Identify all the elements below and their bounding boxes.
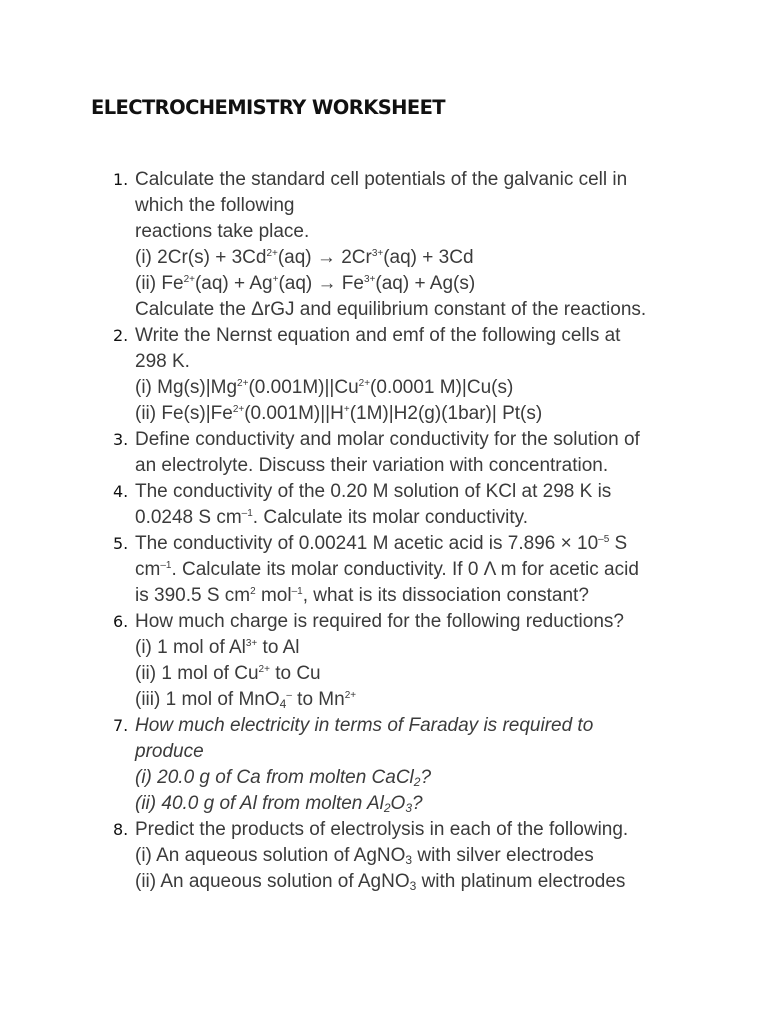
question-line: (ii) An aqueous solution of AgNO$_3$ with platinum electrodes xyxy=(135,871,626,893)
question-line: 0.0248 S $cm^{-1}$. Calculate its molar conductivity. xyxy=(135,507,529,528)
question-line: (ii) $Fe(s)|Fe^{2+}(0.001M)||H^+(1M)|H2(g)(1bar)|$ Pt(s) xyxy=(135,403,543,424)
question-line: (i) $2Cr(s) + 3Cd^{2+}(aq) \to 2Cr^{3+}(aq) + 3Cd$ xyxy=(135,247,474,268)
superscript: –1 xyxy=(241,508,253,519)
question-line: Calculate the ΔrGJ and equilibrium constant of the reactions. xyxy=(135,299,647,320)
superscript: 2+ xyxy=(183,274,195,285)
question-line: (ii) 40.0 g of Al from molten $Al_2O_3$? xyxy=(135,793,423,815)
question-list xyxy=(0,167,768,895)
question-line: (i) An aqueous solution of AgNO$_3$ with silver electrodes xyxy=(135,845,594,867)
subscript: 3 xyxy=(405,801,413,815)
question-line: (i) 1 mol of $Al^{3+}$ to Al xyxy=(135,637,300,658)
question-number: 3. xyxy=(113,430,129,449)
question-item xyxy=(0,427,768,479)
question-item xyxy=(0,609,768,713)
subscript: 3 xyxy=(409,879,417,893)
subscript: 2 xyxy=(413,775,421,789)
superscript: + xyxy=(272,274,279,285)
question-line: (iii) 1 mol of MnO$_4$– to $Mn^{2+}$ xyxy=(135,689,357,711)
question-line: is 390.5 S $cm^2$ mol$^{-1}$, what is its dissociation constant? xyxy=(135,585,589,606)
question-line: Define conductivity and molar conductivity for the solution of xyxy=(135,429,640,450)
superscript: 2 xyxy=(250,586,256,597)
subscript: 4 xyxy=(279,697,287,711)
question-item xyxy=(0,713,768,817)
question-number: 8. xyxy=(113,820,129,839)
question-line: The conductivity of 0.00241 M acetic acid is $7.896 \times 10^{-5}$ S xyxy=(135,533,628,554)
worksheet-title: ELECTROCHEMISTRY WORKSHEET xyxy=(91,96,446,119)
question-line: 298 K. xyxy=(135,351,190,372)
question-line: (i) $Mg(s)|Mg^{2+}(0.001M)||Cu^{2+}(0.0001$ M)|Cu(s) xyxy=(135,377,514,398)
superscript: 2+ xyxy=(358,378,371,389)
superscript: 2+ xyxy=(232,404,245,415)
question-number: 2. xyxy=(113,326,129,345)
superscript: 2+ xyxy=(258,664,270,675)
question-item xyxy=(0,167,768,323)
superscript: 3+ xyxy=(371,248,384,259)
question-item xyxy=(0,817,768,895)
question-line: $cm^{-1}$. Calculate its molar conductivity. If 0 Λ m for acetic acid xyxy=(135,559,639,580)
question-line: which the following xyxy=(135,195,295,216)
superscript: –1 xyxy=(160,560,172,571)
question-number: 5. xyxy=(113,534,129,553)
subscript: 3 xyxy=(405,853,413,867)
superscript: 2+ xyxy=(237,378,249,389)
question-number: 7. xyxy=(113,716,129,735)
superscript: 3+ xyxy=(363,274,376,285)
superscript: 2+ xyxy=(266,248,278,259)
superscript: + xyxy=(343,404,350,415)
question-number: 1. xyxy=(113,170,129,189)
question-number: 6. xyxy=(113,612,129,631)
question-line: Calculate the standard cell potentials of the galvanic cell in xyxy=(135,169,628,190)
subscript: 2 xyxy=(383,801,391,815)
superscript: 2+ xyxy=(344,690,357,701)
question-line: Write the Nernst equation and emf of the following cells at xyxy=(135,325,621,346)
question-line: Predict the products of electrolysis in each of the following. xyxy=(135,819,629,840)
question-line: (i) 20.0 g of Ca from molten CaCl$_2$? xyxy=(135,767,432,789)
question-item xyxy=(0,479,768,531)
question-line: The conductivity of the 0.20 M solution of KCl at 298 K is xyxy=(135,481,612,502)
superscript: 3+ xyxy=(245,638,258,649)
question-line: How much charge is required for the following reductions? xyxy=(135,611,624,632)
question-line: produce xyxy=(135,741,204,762)
question-item xyxy=(0,531,768,609)
superscript: – xyxy=(286,690,292,701)
superscript: –5 xyxy=(598,534,610,545)
question-number: 4. xyxy=(113,482,129,501)
question-line: reactions take place. xyxy=(135,221,310,242)
question-item xyxy=(0,323,768,427)
question-line: How much electricity in terms of Faraday is required to xyxy=(135,715,594,736)
question-line: (ii) 1 mol of $Cu^{2+}$ to Cu xyxy=(135,663,321,684)
superscript: –1 xyxy=(291,586,303,597)
question-line: an electrolyte. Discuss their variation with concentration. xyxy=(135,455,609,476)
question-line: (ii) $Fe^{2+}(aq) + Ag^+(aq) \to Fe^{3+}(aq) + Ag(s)$ xyxy=(135,273,476,294)
